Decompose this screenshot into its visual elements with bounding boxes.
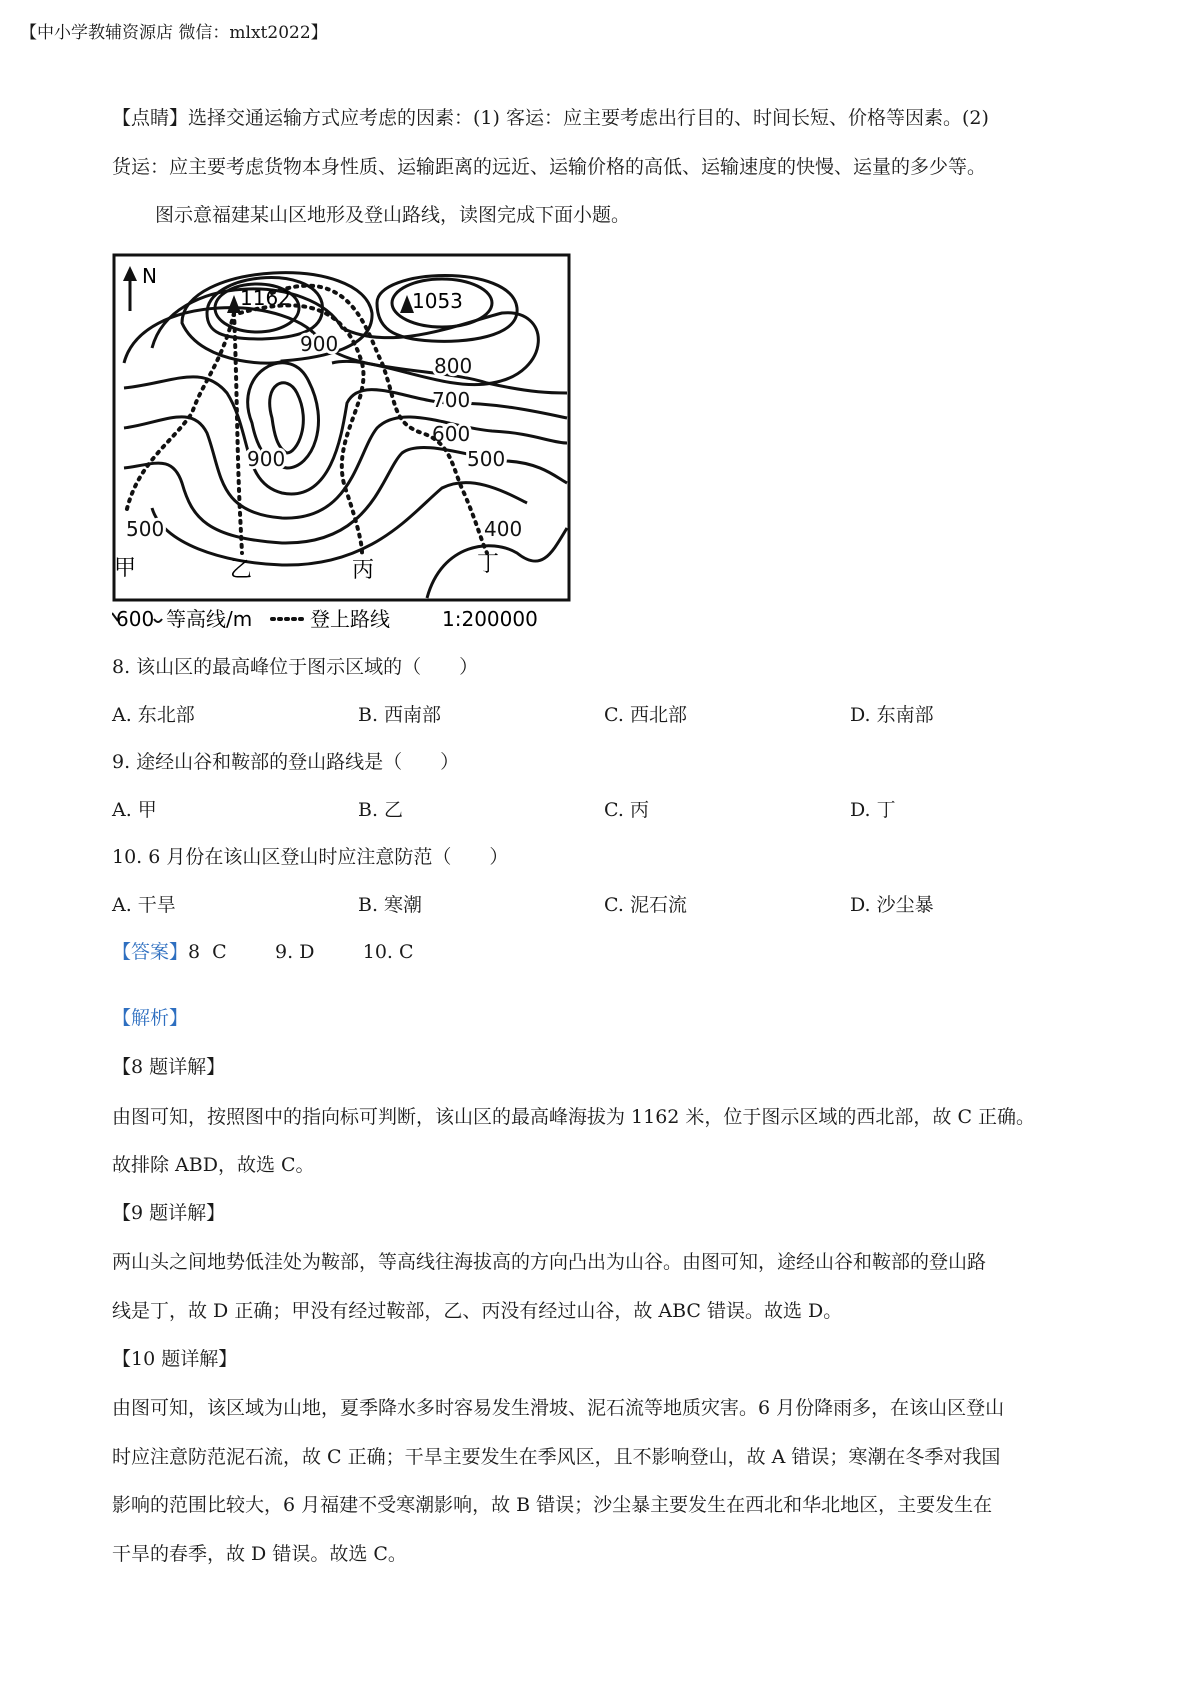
map-intro: 图示意福建某山区地形及登山路线，读图完成下面小题。 <box>155 204 631 226</box>
answer-label: 【答案】 <box>112 941 189 963</box>
q10-option-c: C. 泥石流 <box>604 894 687 916</box>
q10-option-a: A. 干旱 <box>112 894 176 916</box>
contour-label-800: 800 <box>434 354 473 378</box>
north-label: N <box>142 264 157 288</box>
q9-detail-title: 【9 题详解】 <box>112 1202 226 1224</box>
q9-detail-line-1: 两山头之间地势低洼处为鞍部，等高线往海拔高的方向凸出为山谷。由图可知，途经山谷和鞍部的登山路 <box>112 1251 987 1273</box>
contour-label-900a: 900 <box>300 332 339 356</box>
map-legend <box>112 607 538 631</box>
q9-detail-line-2: 线是丁，故 D 正确；甲没有经过鞍部，乙、丙没有经过山谷，故 ABC 错误。故选 D。 <box>112 1300 843 1322</box>
tip-line-2: 货运：应主要考虑货物本身性质、运输距离的远近、运输价格的高低、运输速度的快慢、运量的多少等。 <box>112 156 987 178</box>
q9-option-a: A. 甲 <box>112 799 157 821</box>
q8-option-a: A. 东北部 <box>112 704 195 726</box>
analysis-label: 【解析】 <box>112 1007 189 1029</box>
question-8-stem: 8. 该山区的最高峰位于图示区域的（ ） <box>112 656 479 678</box>
q10-detail-title: 【10 题详解】 <box>112 1348 238 1370</box>
q10-option-b: B. 寒潮 <box>358 894 423 916</box>
contour-label-600: 600 <box>432 422 471 446</box>
route-label-yi: 乙 <box>230 558 253 583</box>
q8-option-b: B. 西南部 <box>358 704 442 726</box>
q8-detail-title: 【8 题详解】 <box>112 1056 226 1078</box>
q8-detail-line-2: 故排除 ABD，故选 C。 <box>112 1154 315 1176</box>
question-9-stem: 9. 途经山谷和鞍部的登山路线是（ ） <box>112 751 460 773</box>
legend-contour-text: 等高线/m <box>166 607 253 631</box>
q10-detail-line-1: 由图可知，该区域为山地，夏季降水多时容易发生滑坡、泥石流等地质灾害。6 月份降雨多，在该山区登山 <box>112 1397 1005 1419</box>
contour-map <box>112 253 576 633</box>
q10-detail-line-2: 时应注意防范泥石流，故 C 正确；干旱主要发生在季风区，且不影响登山，故 A 错误；寒潮在冬季对我国 <box>112 1446 1001 1468</box>
q8-detail-line-1: 由图可知，按照图中的指向标可判断，该山区的最高峰海拔为 1162 米，位于图示区域的西北部，故 C 正确。 <box>112 1106 1036 1128</box>
contour-label-500a: 500 <box>467 447 506 471</box>
answer-row <box>112 937 414 964</box>
legend-contour-value: 600 <box>116 607 155 631</box>
question-10-stem: 10. 6 月份在该山区登山时应注意防范（ ） <box>112 846 509 868</box>
peak-1162-label: 1162 <box>240 286 291 310</box>
route-label-jia: 甲 <box>114 556 137 581</box>
contour-label-700: 700 <box>432 388 471 412</box>
contour-label-400: 400 <box>484 517 523 541</box>
contour-label-500b: 500 <box>126 517 165 541</box>
q9-option-c: C. 丙 <box>604 799 649 821</box>
q10-detail-line-3: 影响的范围比较大，6 月福建不受寒潮影响，故 B 错误；沙尘暴主要发生在西北和华北地区，主要发生在 <box>112 1494 993 1516</box>
contour-label-900b: 900 <box>247 447 286 471</box>
legend-scale: 1:200000 <box>442 607 538 631</box>
q8-option-d: D. 东南部 <box>850 704 934 726</box>
route-label-ding: 丁 <box>477 552 500 577</box>
route-label-bing: 丙 <box>352 558 375 583</box>
q8-option-c: C. 西北部 <box>604 704 687 726</box>
legend-route-text: 登上路线 <box>310 607 390 631</box>
watermark-text: 【中小学教辅资源店 微信：mlxt2022】 <box>20 23 328 43</box>
q10-detail-line-4: 干旱的春季，故 D 错误。故选 C。 <box>112 1543 407 1565</box>
q9-option-b: B. 乙 <box>358 799 404 821</box>
peak-1053-label: 1053 <box>412 289 463 313</box>
q10-option-d: D. 沙尘暴 <box>850 894 934 916</box>
q9-option-d: D. 丁 <box>850 799 896 821</box>
tip-line-1: 【点睛】选择交通运输方式应考虑的因素：(1) 客运：应主要考虑出行目的、时间长短、价格等因素。(2) <box>112 107 989 129</box>
answer-text: 8 C 9. D 10. C <box>188 941 414 963</box>
